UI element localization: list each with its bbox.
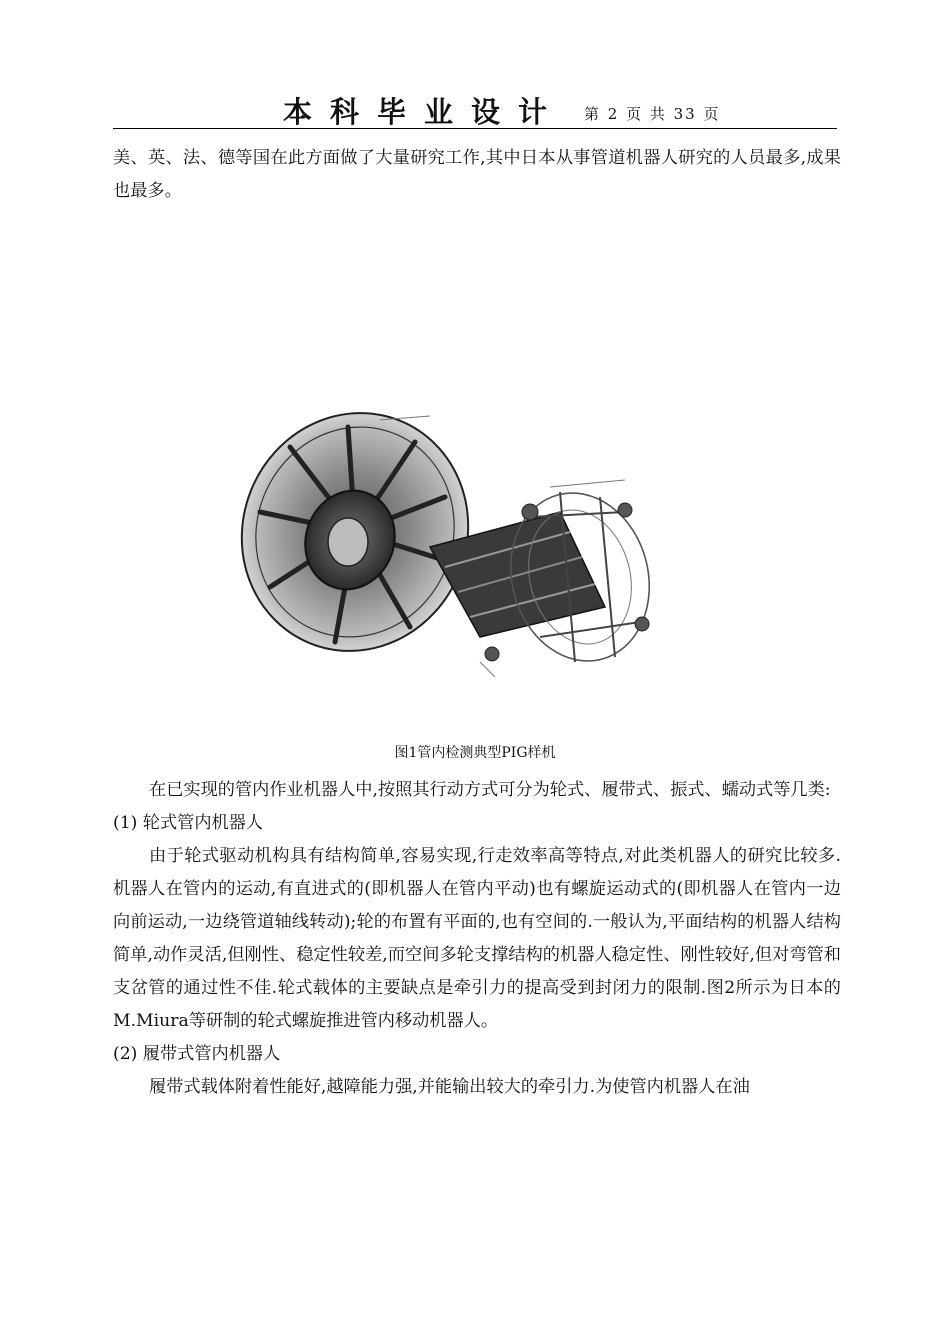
paragraph: 由于轮式驱动机构具有结构简单,容易实现,行走效率高等特点,对此类机器人的研究比较多.机器人在管内的运动,有直进式的(即机器人在管内平动)也有螺旋运动式的(即机器人在管内一边向前运动,一边绕管道轴线转动);轮的布置有平面的,也有空间的.一般认为,平面结构的机器人结构简单,动作灵活,但刚性、稳定性较差,而空间多轮支撑结构的机器人稳定性、刚性较好,但对弯管和支岔管的通过性不佳.轮式载体的主要缺点是牵引力的提高受到封闭力的限制.图2所示为日本的M.Miura等研制的轮式螺旋推进管内移动机器人。 bbox=[113, 846, 841, 1031]
section-heading: (1) 轮式管内机器人 bbox=[113, 813, 264, 833]
header-title: 本科毕业设计 bbox=[283, 95, 566, 129]
section-heading: (2) 履带式管内机器人 bbox=[113, 1044, 281, 1064]
pig-prototype-figure bbox=[230, 392, 730, 692]
paragraph: 履带式载体附着性能好,越障能力强,并能输出较大的牵引力.为使管内机器人在油 bbox=[149, 1077, 750, 1097]
page-header bbox=[113, 86, 837, 129]
pig-robot-illustration bbox=[230, 392, 730, 692]
paragraph: 美、英、法、德等国在此方面做了大量研究工作,其中日本从事管道机器人研究的人员最多,成果也最多。 bbox=[113, 148, 841, 201]
body-text-top bbox=[113, 142, 841, 208]
paragraph: 在已实现的管内作业机器人中,按照其行动方式可分为轮式、履带式、振式、蠕动式等几类: bbox=[149, 780, 831, 800]
header-page-info: 第 2 页 共 33 页 bbox=[584, 105, 721, 123]
body-text-bottom bbox=[113, 774, 841, 1104]
figure-caption: 图1管内检测典型PIG样机 bbox=[394, 745, 556, 761]
